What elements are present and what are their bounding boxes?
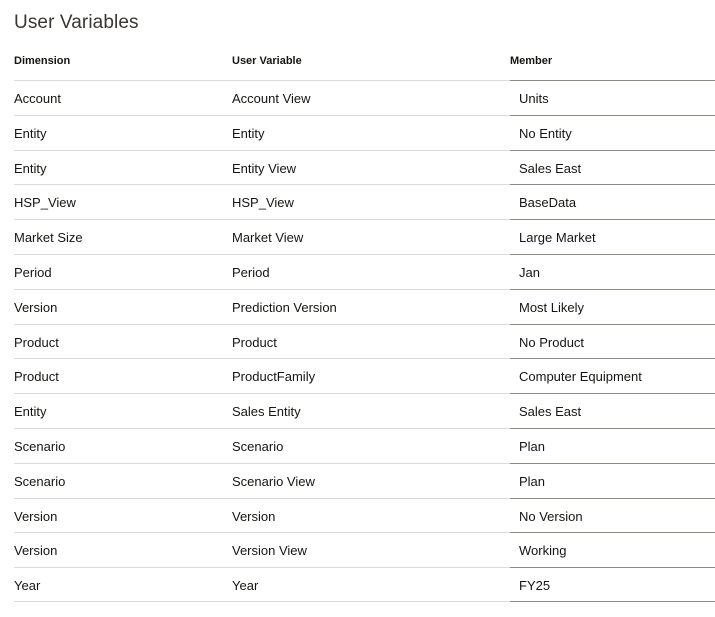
table-row — [14, 498, 715, 533]
table-row — [14, 463, 715, 498]
dimension-cell: Version — [14, 299, 58, 315]
member-selector[interactable] — [510, 393, 715, 428]
table-row — [14, 532, 715, 567]
table-row — [14, 567, 715, 602]
member-value: Jan — [519, 264, 540, 280]
member-selector[interactable] — [510, 324, 715, 359]
user-variable-cell: Entity View — [232, 160, 297, 176]
user-variable-cell: Year — [232, 578, 259, 594]
dimension-cell: Version — [14, 508, 58, 524]
member-value: Sales East — [519, 160, 582, 176]
dimension-cell: Scenario — [14, 438, 66, 454]
dimension-cell: Year — [14, 578, 41, 594]
dimension-cell: Entity — [14, 125, 47, 141]
user-variable-cell: Scenario View — [232, 473, 315, 489]
member-selector[interactable] — [510, 219, 715, 254]
table-row — [14, 254, 715, 289]
table-row — [14, 115, 715, 150]
member-value: No Version — [519, 508, 583, 524]
dimension-cell: Scenario — [14, 473, 66, 489]
member-value: No Product — [519, 334, 585, 350]
table-row — [14, 358, 715, 393]
table-row — [14, 219, 715, 254]
user-variable-cell: Scenario — [232, 438, 284, 454]
member-selector[interactable] — [510, 498, 715, 533]
member-selector[interactable] — [510, 463, 715, 498]
user-variables-table — [14, 46, 715, 602]
member-value: Computer Equipment — [519, 369, 642, 385]
user-variable-cell: Version View — [232, 543, 307, 559]
header-dimension: Dimension — [14, 55, 71, 67]
user-variable-cell: Account View — [232, 91, 311, 106]
table-row — [14, 324, 715, 359]
table-body — [14, 80, 715, 602]
table-row — [14, 80, 715, 115]
table-row — [14, 393, 715, 428]
page-title: User Variables — [14, 12, 139, 33]
dimension-cell: Market Size — [14, 230, 83, 246]
member-value: BaseData — [519, 195, 577, 211]
user-variable-cell: Sales Entity — [232, 404, 301, 420]
dimension-cell: Product — [14, 369, 59, 385]
header-member: Member — [510, 55, 553, 67]
user-variable-cell: Entity — [232, 125, 265, 141]
table-row — [14, 184, 715, 219]
dimension-cell: HSP_View — [14, 195, 76, 211]
member-value: Units — [519, 91, 549, 106]
dimension-cell: Period — [14, 264, 52, 280]
table-row — [14, 289, 715, 324]
member-value: Plan — [519, 438, 546, 454]
user-variable-cell: Prediction Version — [232, 299, 337, 315]
member-value: Sales East — [519, 404, 582, 420]
member-selector[interactable] — [510, 289, 715, 324]
table-row — [14, 428, 715, 463]
user-variable-cell: Market View — [232, 230, 304, 246]
dimension-cell: Version — [14, 543, 58, 559]
member-selector[interactable] — [510, 567, 715, 602]
member-value: No Entity — [519, 125, 572, 141]
table-row — [14, 150, 715, 185]
member-value: Working — [519, 543, 567, 559]
member-value: Most Likely — [519, 299, 585, 315]
member-selector[interactable] — [510, 115, 715, 150]
member-selector[interactable] — [510, 532, 715, 567]
user-variable-cell: Product — [232, 334, 277, 350]
member-selector[interactable] — [510, 184, 715, 219]
user-variable-cell: Period — [232, 264, 270, 280]
dimension-cell: Entity — [14, 160, 47, 176]
member-selector[interactable] — [510, 428, 715, 463]
header-user-variable: User Variable — [232, 55, 302, 67]
member-value: Plan — [519, 473, 546, 489]
dimension-cell: Entity — [14, 404, 47, 420]
member-selector[interactable] — [510, 254, 715, 289]
dimension-cell: Account — [14, 91, 61, 106]
dimension-cell: Product — [14, 334, 59, 350]
table-header — [14, 46, 715, 80]
member-value: Large Market — [519, 230, 596, 246]
user-variable-cell: HSP_View — [232, 195, 294, 211]
member-selector[interactable] — [510, 358, 715, 393]
member-selector[interactable] — [510, 80, 715, 115]
user-variable-cell: ProductFamily — [232, 369, 316, 385]
member-selector[interactable] — [510, 150, 715, 185]
user-variable-cell: Version — [232, 508, 276, 524]
member-value: FY25 — [519, 578, 551, 594]
